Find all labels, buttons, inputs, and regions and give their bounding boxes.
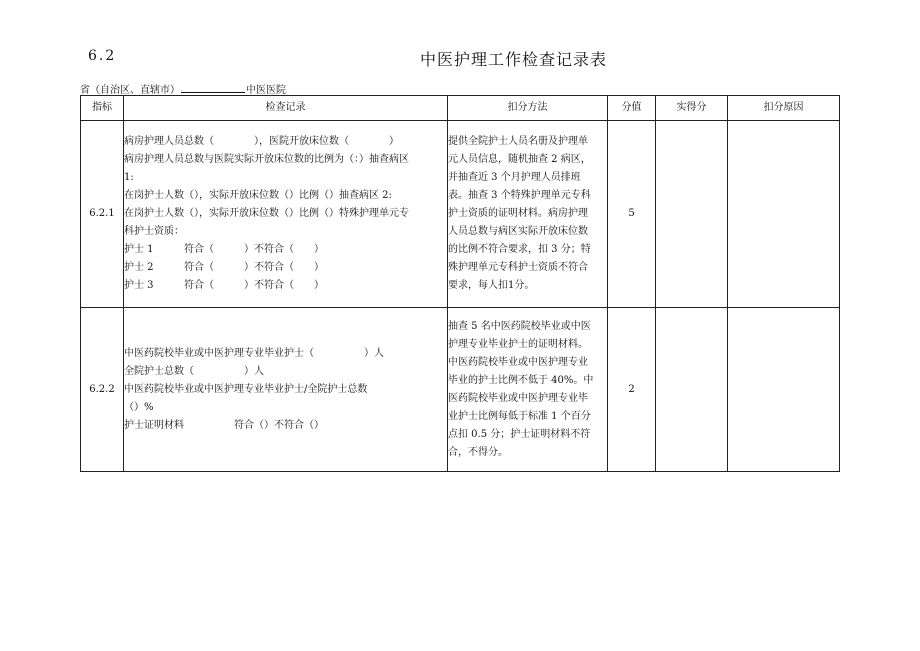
deduction-method-cell	[448, 121, 608, 308]
method-line: 元人员信息，随机抽查 2 病区，	[448, 154, 591, 165]
nurse-label: 护士 3	[124, 280, 154, 291]
nurse-qualification-row	[124, 277, 447, 295]
method-line: 要求，每人扣1分。	[448, 280, 535, 291]
record-line: 1:	[124, 172, 134, 183]
record-line: 全院护士总数（ ）人	[124, 365, 264, 377]
method-line: 并抽查近 3 个月护理人员排班	[448, 172, 581, 183]
record-line: 病房护理人员总数（ ），医院开放床位数（ ）	[124, 136, 399, 147]
document-title: 中医护理工作检查记录表	[420, 50, 608, 69]
method-line: 毕业的护士比例不低于 40%。中	[448, 374, 594, 386]
section-number: 6.2	[88, 48, 117, 64]
check-record-cell	[124, 121, 448, 308]
record-line: 科护士资质：	[124, 226, 184, 237]
nurse-qualification-row	[124, 241, 447, 259]
table-header-row	[81, 96, 840, 121]
inspection-record-table	[80, 95, 840, 472]
score-value: 5	[608, 121, 656, 308]
conform-field: 符合（ ）	[184, 262, 254, 273]
record-line: 在岗护士人数（），实际开放床位数（）比例（）特殊护理单元专	[124, 208, 409, 219]
obtained-score-cell[interactable]	[656, 121, 728, 308]
method-line: 提供全院护士人员名册及护理单	[448, 136, 588, 147]
method-line: 点扣 0.5 分；护士证明材料不符	[448, 428, 591, 440]
certificate-conform-field: 符合（）不符合（）	[234, 419, 324, 431]
record-line: 中医药院校毕业或中医护理专业毕业护士/全院护士总数	[124, 383, 368, 395]
conform-field: 符合（ ）	[184, 280, 254, 291]
header-obtained-score: 实得分	[656, 96, 728, 121]
indicator-code: 6.2.2	[81, 308, 124, 472]
method-line: 合，不得分。	[448, 446, 508, 458]
header-score: 分值	[608, 96, 656, 121]
method-line: 抽查 5 名中医药院校毕业或中医	[448, 320, 591, 332]
nurse-qualification-row	[124, 259, 447, 277]
header-deduction-reason: 扣分原因	[728, 96, 840, 121]
record-line: 病房护理人员总数与医院实际开放床位数的比例为（：）抽查病区	[124, 154, 409, 165]
method-line: 医药院校毕业或中医护理专业毕	[448, 392, 588, 404]
method-line: 的比例不符合要求，扣 3 分；特	[448, 244, 591, 255]
conform-field: 符合（ ）	[184, 244, 254, 255]
header-deduction-method: 扣分方法	[448, 96, 608, 121]
nurse-label: 护士 1	[124, 244, 154, 255]
header-indicator: 指标	[81, 96, 124, 121]
record-line: 在岗护士人数（），实际开放床位数（）比例（）抽查病区 2:	[124, 190, 392, 201]
table-row	[81, 308, 840, 472]
certificate-label: 护士证明材料	[124, 419, 184, 431]
method-line: 护理专业毕业护士的证明材料。	[448, 338, 588, 350]
indicator-code: 6.2.1	[81, 121, 124, 308]
method-line: 中医药院校毕业或中医护理专业	[448, 356, 588, 368]
hospital-name-blank	[181, 83, 245, 93]
nonconform-field: 不符合（ ）	[254, 262, 324, 273]
province-hospital-line	[80, 81, 286, 96]
deduction-reason-cell[interactable]	[728, 121, 840, 308]
deduction-reason-cell[interactable]	[728, 308, 840, 472]
obtained-score-cell[interactable]	[656, 308, 728, 472]
method-line: 人员总数与病区实际开放床位数	[448, 226, 588, 237]
record-line: 中医药院校毕业或中医护理专业毕业护士（ ）人	[124, 347, 384, 359]
deduction-method-cell	[448, 308, 608, 472]
check-record-cell	[124, 308, 448, 472]
nurse-label: 护士 2	[124, 262, 154, 273]
province-prefix: 省（自治区、直辖市）	[80, 85, 180, 96]
method-line: 护士资质的证明材料。病房护理	[448, 208, 588, 219]
method-line: 表。抽查 3 个特殊护理单元专科	[448, 190, 591, 201]
nonconform-field: 不符合（ ）	[254, 280, 324, 291]
table-row	[81, 121, 840, 308]
certificate-row	[124, 417, 447, 435]
score-value: 2	[608, 308, 656, 472]
method-line: 业护士比例每低于标准 1 个百分	[448, 410, 591, 422]
hospital-suffix: 中医医院	[246, 85, 286, 96]
header-check-record: 检查记录	[124, 96, 448, 121]
method-line: 殊护理单元专科护士资质不符合	[448, 262, 588, 273]
nonconform-field: 不符合（ ）	[254, 244, 324, 255]
record-line: （）%	[124, 401, 154, 413]
